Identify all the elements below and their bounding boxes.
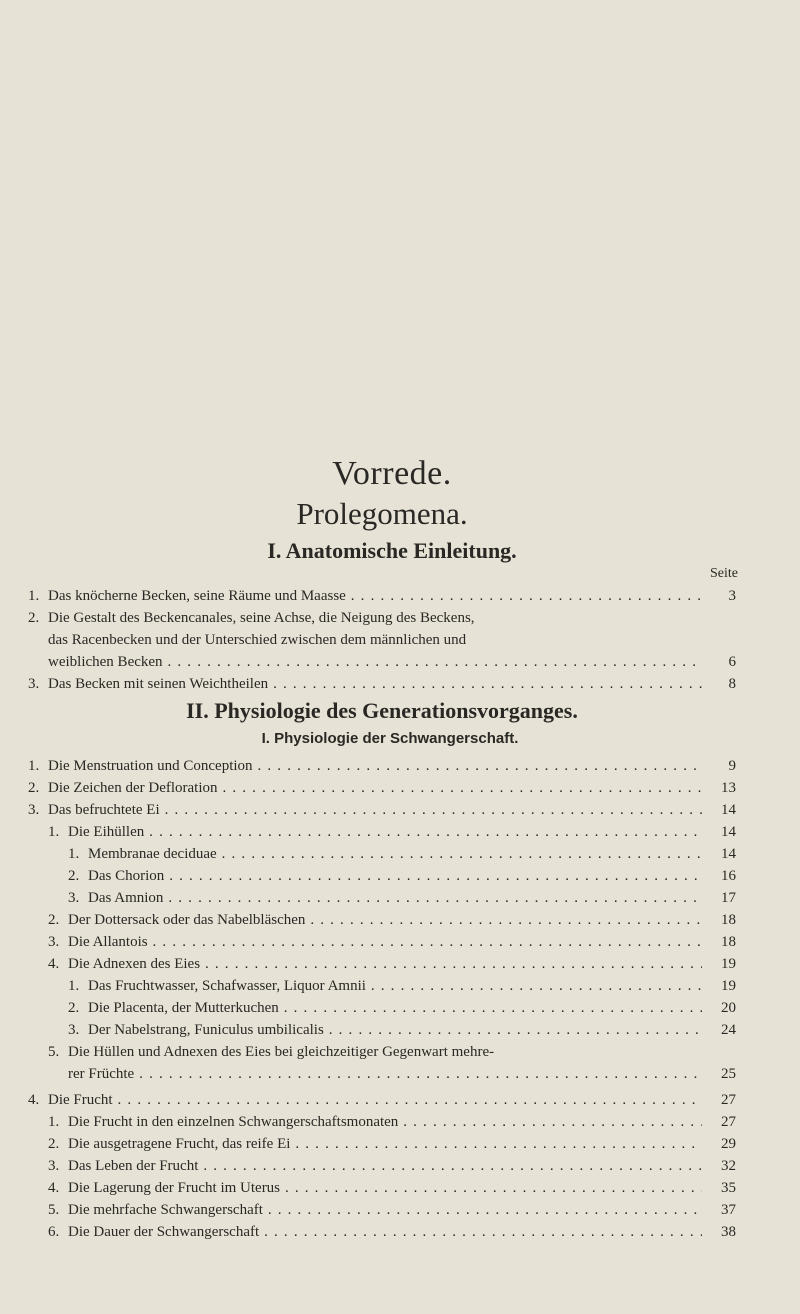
toc-entry-title: Die Hüllen und Adnexen des Eies bei gleichzeitiger Gegenwart mehre- (68, 1044, 495, 1060)
toc-entry (28, 1222, 736, 1243)
toc-entry (28, 756, 736, 777)
toc-entry-page: 6 (728, 654, 736, 670)
toc-entry (28, 976, 736, 997)
section-heading-anatomische-einleitung: I. Anatomische Einleitung. (267, 538, 517, 563)
toc-entry-number: 1. (68, 846, 80, 862)
toc-entry-page: 24 (721, 1022, 736, 1038)
toc-entry (28, 1090, 736, 1111)
toc-entry-page: 38 (721, 1224, 736, 1240)
toc-entry (28, 608, 736, 629)
toc-entry-page: 25 (721, 1066, 736, 1082)
toc-entry-title: Die Eihüllen . . . (68, 822, 702, 843)
toc-entry-page: 18 (721, 934, 736, 950)
heading-prolegomena: Prolegomena. (296, 496, 468, 531)
toc-entry (28, 888, 736, 909)
toc-entry (28, 1156, 736, 1177)
toc-entry-number: 3. (68, 1022, 80, 1038)
toc-entry-title: Der Nabelstrang, Funiculus umbilicalis . . . (88, 1020, 702, 1041)
toc-entry-title: Die Lagerung der Frucht im Uterus . . . (68, 1178, 702, 1199)
toc-entry-title: Die ausgetragene Frucht, das reife Ei . . . (68, 1134, 702, 1155)
toc-entry-number: 1. (48, 824, 60, 840)
toc-entry-title: Die Zeichen der Defloration . . . (48, 778, 702, 799)
toc-entry-title: Die Menstruation und Conception . . . (48, 756, 702, 777)
section-heading-physiologie: II. Physiologie des Generationsvorganges. (186, 698, 578, 723)
toc-entry-page: 19 (721, 956, 736, 972)
toc-entry-title: Das Becken mit seinen Weichtheilen . . . (48, 674, 702, 695)
toc-entry-page: 37 (721, 1202, 736, 1218)
toc-entry (28, 932, 736, 953)
toc-entry-number: 2. (68, 1000, 80, 1016)
toc-entry-number: 2. (68, 868, 80, 884)
toc-entry-page: 29 (721, 1136, 736, 1152)
toc-entry-title: Die Dauer der Schwangerschaft . . . (68, 1222, 702, 1243)
toc-entry (28, 652, 736, 673)
toc-entry (28, 1200, 736, 1221)
toc-entry-page: 9 (728, 758, 736, 774)
toc-entry-page: 17 (721, 890, 736, 906)
toc-entry-page: 35 (721, 1180, 736, 1196)
toc-entry-page: 19 (721, 978, 736, 994)
toc-entry-title: das Racenbecken und der Unterschied zwischen dem männlichen und (48, 632, 467, 648)
toc-entry-number: 4. (48, 956, 60, 972)
toc-entry (28, 1020, 736, 1041)
toc-entry-page: 27 (721, 1114, 736, 1130)
toc-entry-number: 1. (28, 588, 40, 604)
toc-entry (28, 1064, 736, 1085)
toc-entry-page: 27 (721, 1092, 736, 1108)
toc-entry-page: 20 (721, 1000, 736, 1016)
toc-entry-page: 14 (721, 802, 736, 818)
toc-entry-number: 4. (48, 1180, 60, 1196)
toc-entry-number: 3. (48, 934, 60, 950)
toc-entry (28, 1112, 736, 1133)
toc-entry-title: Die mehrfache Schwangerschaft . . . (68, 1200, 702, 1221)
toc-entry-number: 4. (28, 1092, 40, 1108)
toc-entry-title: weiblichen Becken . . . (48, 652, 702, 673)
toc-entry-page: 3 (728, 588, 736, 604)
toc-entry-title: rer Früchte . . . (68, 1064, 702, 1085)
toc-entry-page: 8 (728, 676, 736, 692)
toc-entry-number: 1. (68, 978, 80, 994)
toc-entry-number: 3. (68, 890, 80, 906)
toc-entry (28, 866, 736, 887)
toc-entry-number: 3. (48, 1158, 60, 1174)
toc-entry-title: Die Gestalt des Beckencanales, seine Achse, die Neigung des Beckens, (48, 610, 475, 626)
toc-entry (28, 778, 736, 799)
toc-entry-title: Das Fruchtwasser, Schafwasser, Liquor Amnii . . . (88, 976, 702, 997)
toc-entry-number: 2. (48, 912, 60, 928)
toc-entry-title: Die Frucht in den einzelnen Schwangerschaftsmonaten . . . (68, 1112, 702, 1133)
toc-entry-title: Membranae deciduae . . . (88, 844, 702, 865)
toc-entry-page: 18 (721, 912, 736, 928)
toc-entry-number: 6. (48, 1224, 60, 1240)
toc-entry-page: 16 (721, 868, 736, 884)
toc-entry-title: Das knöcherne Becken, seine Räume und Maasse . . . (48, 586, 702, 607)
toc-entry-number: 2. (28, 780, 40, 796)
toc-entry (28, 800, 736, 821)
toc-entry (28, 586, 736, 607)
heading-vorrede: Vorrede. (332, 455, 452, 492)
toc-entry-title: Das Amnion . . . (88, 888, 702, 909)
toc-entry (28, 998, 736, 1019)
toc-entry (28, 954, 736, 975)
toc-entry (28, 674, 736, 695)
toc-entry-number: 3. (28, 802, 40, 818)
toc-entry-title: Die Adnexen des Eies . . . (68, 954, 702, 975)
toc-entry (28, 1134, 736, 1155)
subsection-heading-schwangerschaft: I. Physiologie der Schwangerschaft. (261, 730, 519, 747)
toc-entry (28, 822, 736, 843)
toc-entry (28, 630, 736, 651)
toc-entry-title: Das Leben der Frucht . . . (68, 1156, 702, 1177)
toc-entry-page: 14 (721, 846, 736, 862)
toc-entry-number: 5. (48, 1202, 60, 1218)
toc-entry-title: Das Chorion . . . (88, 866, 702, 887)
toc-entry (28, 910, 736, 931)
toc-entry-number: 5. (48, 1044, 60, 1060)
toc-entry-page: 32 (721, 1158, 736, 1174)
toc-entry-number: 2. (48, 1136, 60, 1152)
toc-entry-page: 14 (721, 824, 736, 840)
toc-entry-title: Die Placenta, der Mutterkuchen . . . (88, 998, 702, 1019)
seite-label: Seite (710, 566, 738, 581)
toc-entry-number: 2. (28, 610, 40, 626)
toc-entry-number: 1. (48, 1114, 60, 1130)
toc-entry-number: 1. (28, 758, 40, 774)
toc-entry (28, 1178, 736, 1199)
toc-entry-page: 13 (721, 780, 736, 796)
toc-entry-title: Die Frucht . . . (48, 1090, 702, 1111)
toc-entry-number: 3. (28, 676, 40, 692)
toc-entry (28, 1042, 736, 1063)
toc-entry-title: Der Dottersack oder das Nabelbläschen . . . (68, 910, 702, 931)
toc-entry-title: Die Allantois . . . (68, 932, 702, 953)
toc-entry-title: Das befruchtete Ei . . . (48, 800, 702, 821)
toc-entry (28, 844, 736, 865)
